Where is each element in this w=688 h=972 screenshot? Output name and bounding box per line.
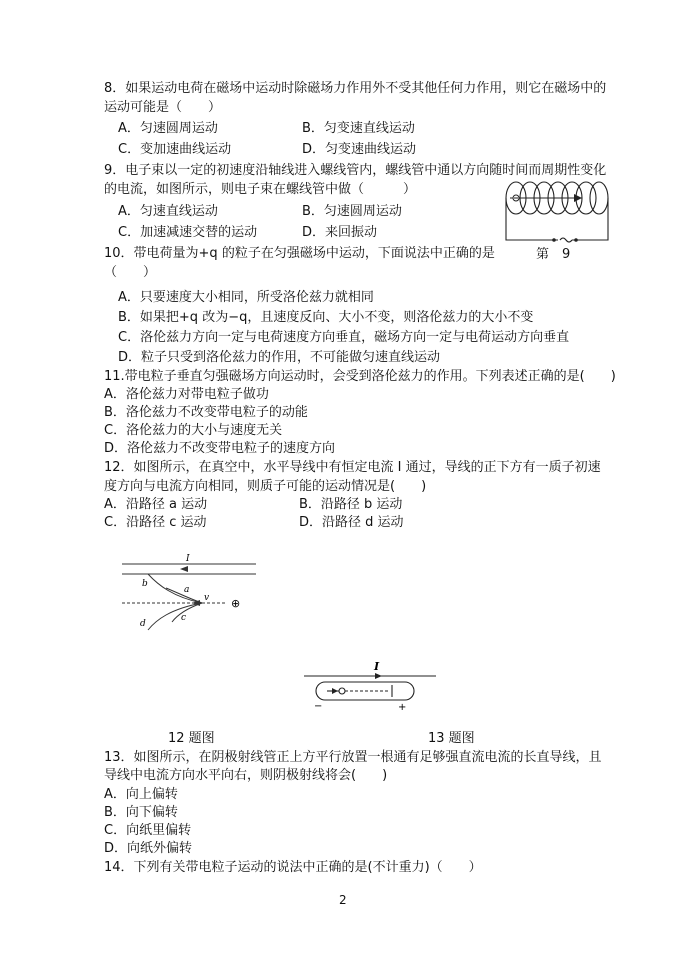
q9-l1: 9．电子束以一定的初速度沿轴线进入螺线管内，螺线管中通以方向随时间而周期性变化 <box>104 163 607 178</box>
q10-c: C．洛伦兹力方向一定与电荷速度方向垂直，磁场方向一定与电荷运动方向垂直 <box>118 330 570 345</box>
figure-13-cathode-tube <box>302 654 440 712</box>
q9-a: A．匀速直线运动 <box>118 204 218 219</box>
q12-l2: 度方向与电流方向相同，则质子可能的运动情况是( ) <box>104 479 427 494</box>
q10-a: A．只要速度大小相同，所受洛伦兹力就相同 <box>118 290 374 305</box>
current-label: I <box>186 554 190 564</box>
q13-l1: 13．如图所示，在阴极射线管正上方平行放置一根通有足够强直流电流的长直导线，且 <box>104 750 602 765</box>
fig12-caption: 12 题图 <box>168 731 215 746</box>
q11-b: B．洛伦兹力不改变带电粒子的动能 <box>104 405 308 420</box>
q10-b: B．如果把+q 改为−q，且速度反向、大小不变，则洛伦兹力的大小不变 <box>118 310 534 325</box>
proton-symbol: ⊕ <box>231 597 241 610</box>
q10-d: D．粒子只受到洛伦兹力的作用，不可能做匀速直线运动 <box>118 350 441 365</box>
fig13-caption: 13 题图 <box>428 731 475 746</box>
solenoid-figure <box>502 176 612 248</box>
q10-l1: 10．带电荷量为+q 的粒子在匀强磁场中运动，下面说法中正确的是 <box>104 246 495 261</box>
q8-b: B．匀变速直线运动 <box>302 121 415 136</box>
q11-a: A．洛伦兹力对带电粒子做功 <box>104 387 269 402</box>
q12-l1: 12．如图所示，在真空中，水平导线中有恒定电流 I 通过，导线的正下方有一质子初速 <box>104 460 601 475</box>
q11-l1: 11.带电粒子垂直匀强磁场方向运动时，会受到洛伦兹力的作用。下列表述正确的是( ) <box>104 369 616 384</box>
q13-a: A．向上偏转 <box>104 787 178 802</box>
q8-a: A．匀速圆周运动 <box>118 121 218 136</box>
q13-b: B．向下偏转 <box>104 805 178 820</box>
q12-b: B．沿路径 b 运动 <box>299 497 403 512</box>
q12-c: C．沿路径 c 运动 <box>104 515 207 530</box>
path-label-a: a <box>184 585 190 595</box>
fig9-caption: 第 9 <box>536 247 571 262</box>
q9-l2: 的电流，如图所示，则电子束在螺线管中做（ ） <box>104 182 417 197</box>
q12-a: A．沿路径 a 运动 <box>104 497 208 512</box>
q9-c: C．加速减速交替的运动 <box>118 225 258 240</box>
velocity-label: v <box>204 593 210 603</box>
path-d <box>148 603 202 630</box>
path-c <box>172 603 202 622</box>
q8-d: D．匀变速曲线运动 <box>302 142 417 157</box>
q8-l1: 8．如果运动电荷在磁场中运动时除磁场力作用外不受其他任何力作用，则它在磁场中的 <box>104 81 607 96</box>
q9-d: D．来回振动 <box>302 225 378 240</box>
minus-sign: − <box>314 701 323 712</box>
page-number: 2 <box>339 893 347 907</box>
q12-d: D．沿路径 d 运动 <box>299 515 404 530</box>
q13-c: C．向纸里偏转 <box>104 823 192 838</box>
q13-l2: 导线中电流方向水平向右，则阴极射线将会( ) <box>104 768 388 783</box>
path-label-d: d <box>140 619 146 629</box>
q9-b: B．匀速圆周运动 <box>302 204 402 219</box>
q8-l2: 运动可能是（ ） <box>104 100 222 115</box>
q11-d: D．洛伦兹力不改变带电粒子的速度方向 <box>104 441 336 456</box>
path-b <box>148 574 202 603</box>
q14-l1: 14．下列有关带电粒子运动的说法中正确的是(不计重力)（ ） <box>104 860 482 875</box>
q13-d: D．向纸外偏转 <box>104 841 193 856</box>
figure-12-wire-proton <box>118 552 260 632</box>
q8-c: C．变加速曲线运动 <box>118 142 232 157</box>
path-label-b: b <box>142 579 148 589</box>
cathode <box>339 688 345 694</box>
q10-l2: （ ） <box>104 265 157 280</box>
coil-loop <box>590 182 608 214</box>
path-label-c: c <box>181 613 187 623</box>
current-label: I <box>374 660 380 673</box>
plus-sign: + <box>398 702 407 712</box>
q11-c: C．洛伦兹力的大小与速度无关 <box>104 423 283 438</box>
